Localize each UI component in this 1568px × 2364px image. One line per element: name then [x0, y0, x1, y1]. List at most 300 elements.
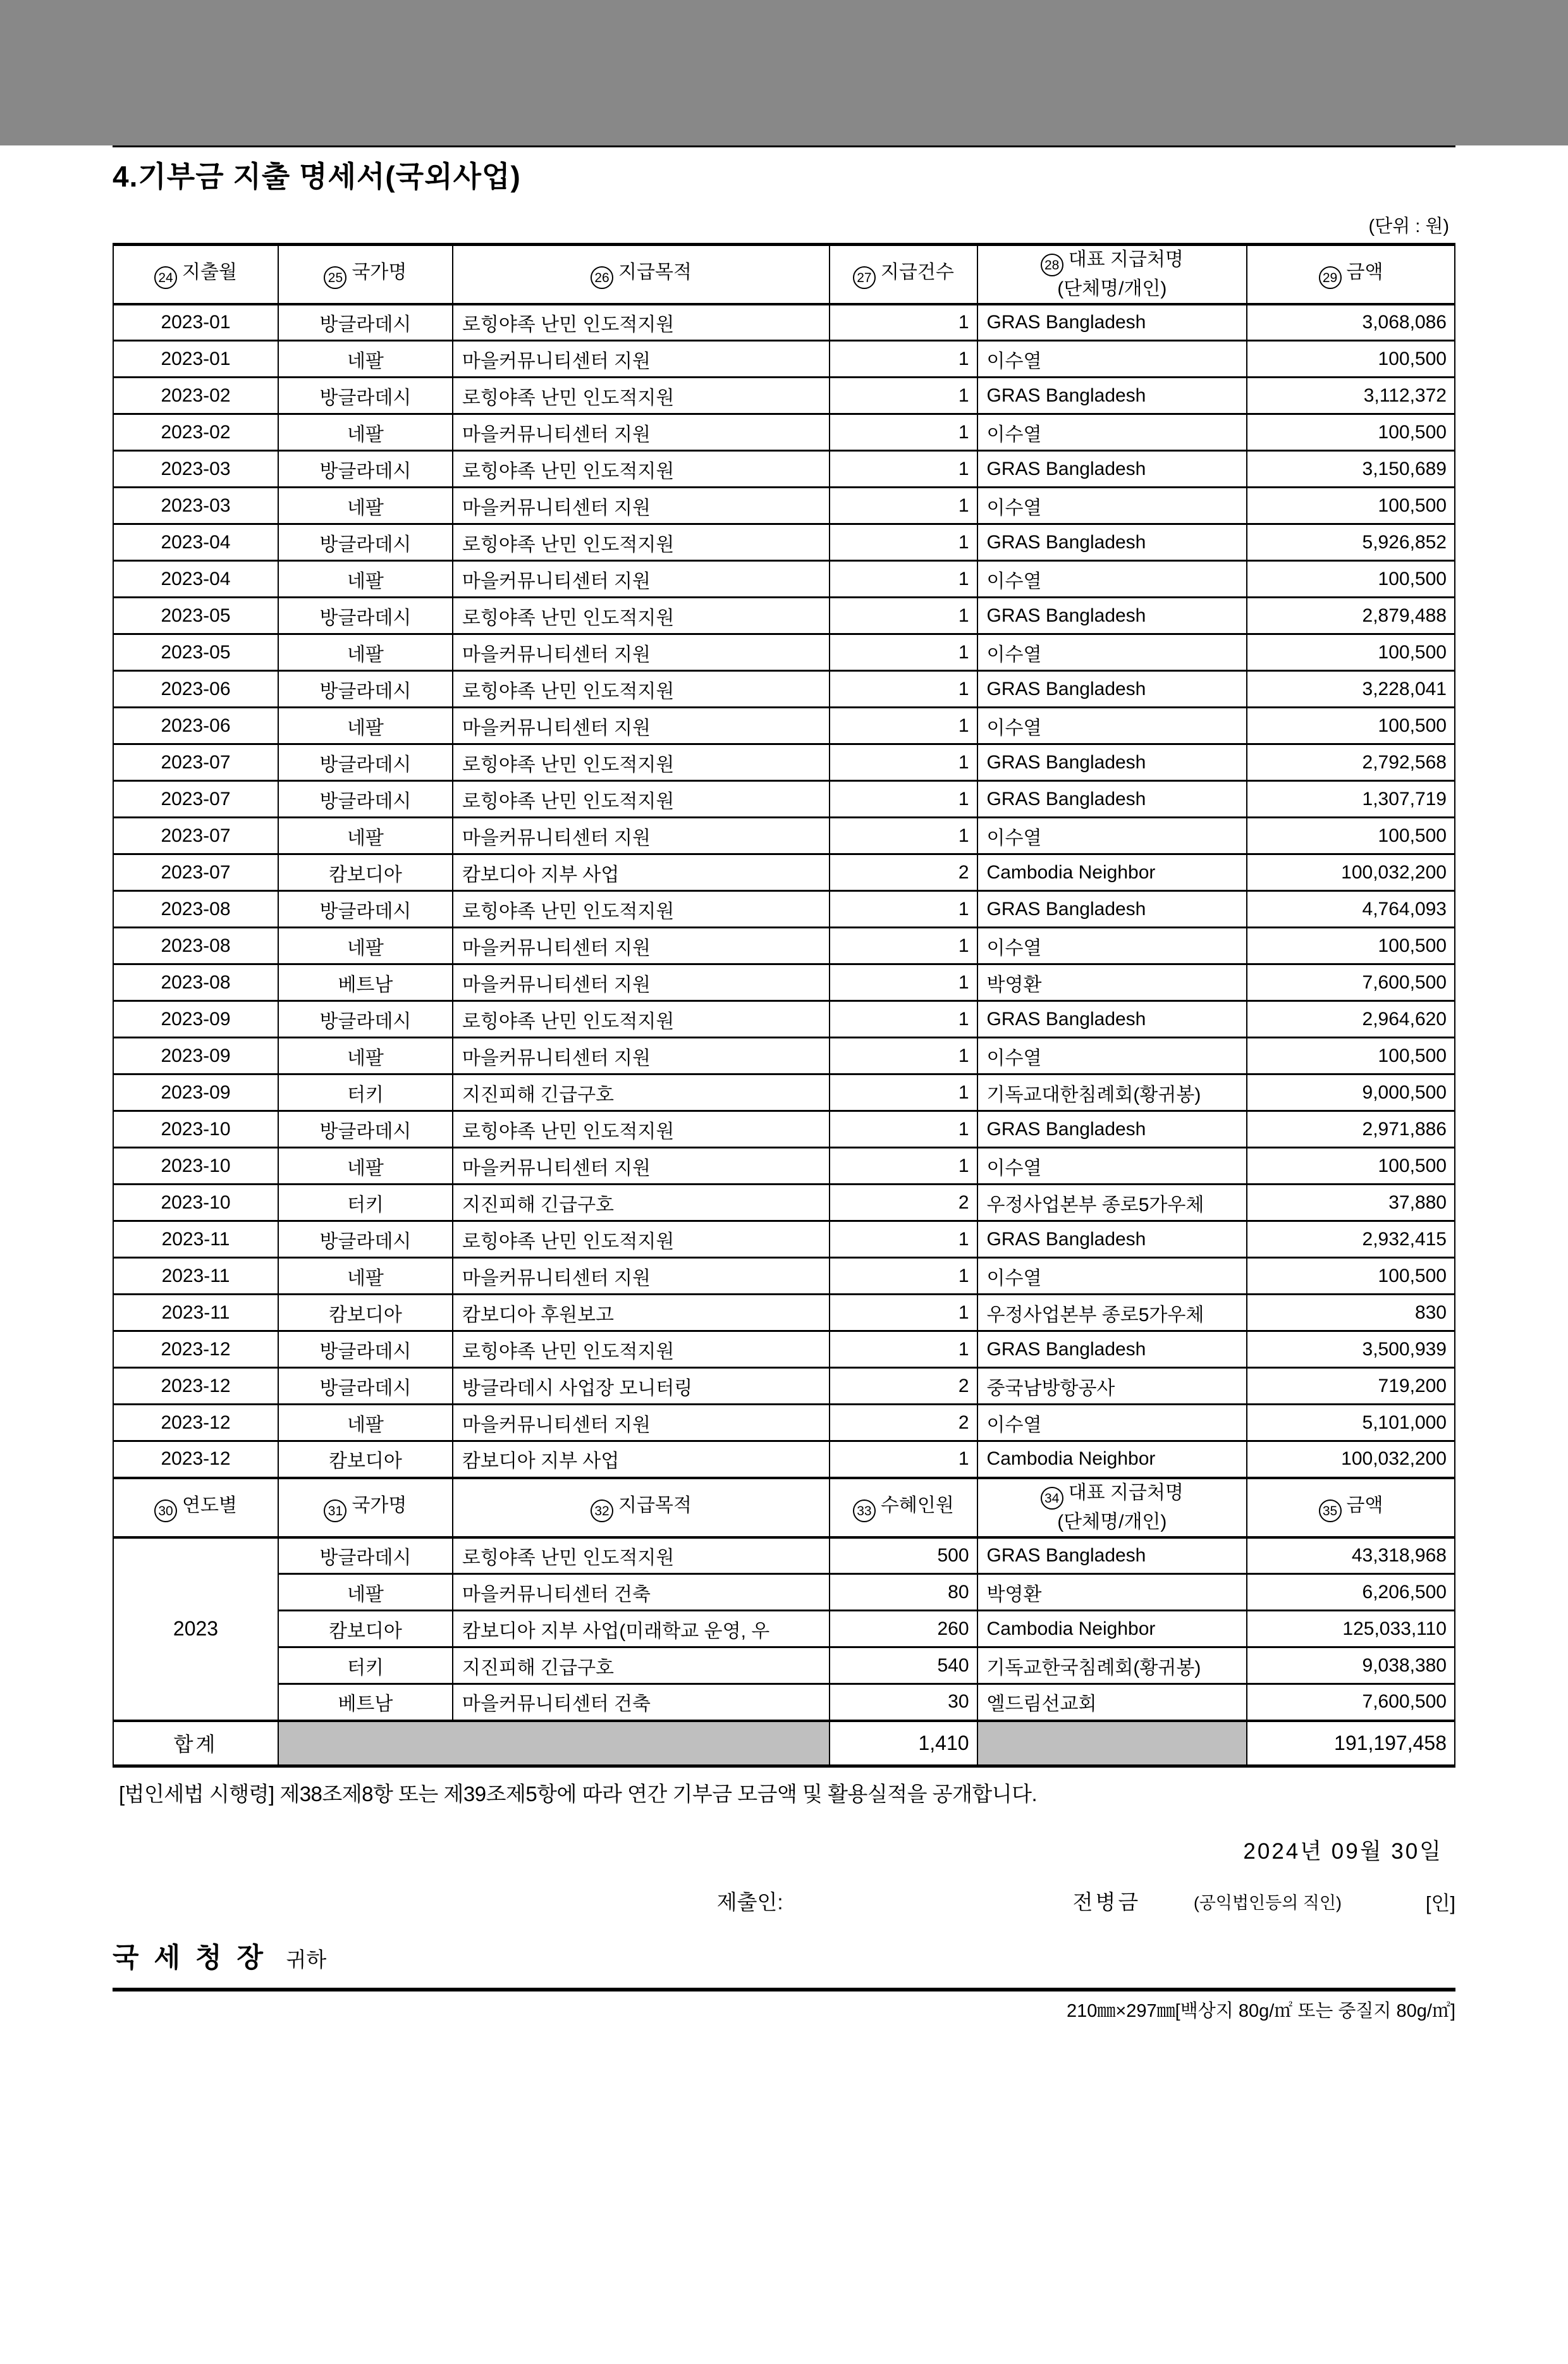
table-row — [113, 634, 1455, 671]
count-cell: 1 — [830, 451, 977, 488]
month-cell: 2023-09 — [113, 1001, 278, 1038]
payee-cell: GRAS Bangladesh — [977, 1111, 1247, 1148]
amount-cell: 719,200 — [1247, 1368, 1455, 1405]
month-cell: 2023-08 — [113, 964, 278, 1001]
total-shaded-cell — [278, 1721, 830, 1766]
beneficiaries-cell: 540 — [830, 1647, 977, 1684]
header-label: 국가명 — [352, 261, 407, 283]
purpose-cell: 로힝야족 난민 인도적지원 — [453, 671, 830, 708]
amount-cell: 100,500 — [1247, 414, 1455, 451]
amount-cell: 2,932,415 — [1247, 1221, 1455, 1258]
purpose-cell: 마을커뮤니티센터 지원 — [453, 1258, 830, 1295]
amount-cell: 2,964,620 — [1247, 1001, 1455, 1038]
amount-cell: 7,600,500 — [1247, 964, 1455, 1001]
month-cell: 2023-08 — [113, 891, 278, 928]
table-row — [113, 1405, 1455, 1441]
amount-cell: 3,068,086 — [1247, 304, 1455, 341]
purpose-cell: 마을커뮤니티센터 지원 — [453, 1148, 830, 1185]
amount-cell: 9,038,380 — [1247, 1647, 1455, 1684]
purpose-cell: 캄보디아 후원보고 — [453, 1295, 830, 1331]
amount-cell: 37,880 — [1247, 1185, 1455, 1221]
country-cell: 방글라데시 — [278, 1537, 453, 1574]
count-cell: 2 — [830, 1405, 977, 1441]
count-cell: 2 — [830, 1368, 977, 1405]
month-cell: 2023-06 — [113, 708, 278, 744]
payee-cell: GRAS Bangladesh — [977, 891, 1247, 928]
country-cell: 방글라데시 — [278, 891, 453, 928]
amount-cell: 100,500 — [1247, 341, 1455, 378]
purpose-cell: 로힝야족 난민 인도적지원 — [453, 1111, 830, 1148]
month-cell: 2023-10 — [113, 1185, 278, 1221]
header-label: 지급목적 — [618, 261, 692, 283]
purpose-cell: 지진피해 긴급구호 — [453, 1647, 830, 1684]
table-row — [113, 1111, 1455, 1148]
recipient-line — [113, 1936, 1455, 1975]
table-row — [113, 1574, 1455, 1611]
count-cell: 1 — [830, 414, 977, 451]
count-cell: 1 — [830, 1148, 977, 1185]
header-purpose — [453, 1478, 830, 1537]
page-title: 4.기부금 지출 명세서(국외사업) — [113, 160, 521, 193]
purpose-cell: 마을커뮤니티센터 지원 — [453, 708, 830, 744]
total-row — [113, 1721, 1455, 1766]
payee-cell: GRAS Bangladesh — [977, 1221, 1247, 1258]
seal-mark: [인] — [1425, 1892, 1455, 1914]
count-cell: 1 — [830, 1295, 977, 1331]
payee-cell: Cambodia Neighbor — [977, 1441, 1247, 1478]
table-row — [113, 378, 1455, 414]
month-cell: 2023-05 — [113, 634, 278, 671]
amount-cell: 125,033,110 — [1247, 1611, 1455, 1647]
purpose-cell: 로힝야족 난민 인도적지원 — [453, 524, 830, 561]
header-amount — [1247, 245, 1455, 304]
amount-cell: 3,112,372 — [1247, 378, 1455, 414]
table-row — [113, 1441, 1455, 1478]
country-cell: 방글라데시 — [278, 378, 453, 414]
amount-cell: 3,228,041 — [1247, 671, 1455, 708]
count-cell: 1 — [830, 524, 977, 561]
country-cell: 네팔 — [278, 1574, 453, 1611]
payee-cell: GRAS Bangladesh — [977, 378, 1247, 414]
month-cell: 2023-10 — [113, 1148, 278, 1185]
payee-cell: GRAS Bangladesh — [977, 524, 1247, 561]
table-row — [113, 1074, 1455, 1111]
yearly-header — [113, 1478, 1455, 1537]
purpose-cell: 마을커뮤니티센터 지원 — [453, 561, 830, 598]
country-cell: 네팔 — [278, 488, 453, 524]
purpose-cell: 로힝야족 난민 인도적지원 — [453, 1001, 830, 1038]
circled-number-icon: 25 — [324, 266, 346, 289]
amount-cell: 100,500 — [1247, 561, 1455, 598]
table-row — [113, 524, 1455, 561]
table-row — [113, 561, 1455, 598]
header-amount — [1247, 1478, 1455, 1537]
header-by-year — [113, 1478, 278, 1537]
purpose-cell: 지진피해 긴급구호 — [453, 1185, 830, 1221]
country-cell: 방글라데시 — [278, 304, 453, 341]
circled-number-icon: 31 — [324, 1499, 346, 1522]
amount-cell: 5,101,000 — [1247, 1405, 1455, 1441]
payee-cell: GRAS Bangladesh — [977, 1331, 1247, 1368]
circled-number-icon: 28 — [1041, 254, 1063, 276]
count-cell: 1 — [830, 378, 977, 414]
month-cell: 2023-02 — [113, 378, 278, 414]
recipient-title: 국 세 청 장 — [113, 1943, 267, 1973]
payee-cell: 우정사업본부 종로5가우체 — [977, 1185, 1247, 1221]
count-cell: 1 — [830, 304, 977, 341]
circled-number-icon: 32 — [591, 1499, 613, 1522]
table-row — [113, 744, 1455, 781]
circled-number-icon: 29 — [1319, 266, 1342, 289]
country-cell: 네팔 — [278, 928, 453, 964]
table-row — [113, 891, 1455, 928]
beneficiaries-cell: 80 — [830, 1574, 977, 1611]
amount-cell: 1,307,719 — [1247, 781, 1455, 818]
table-row — [113, 304, 1455, 341]
country-cell: 네팔 — [278, 1038, 453, 1074]
unit-label: (단위 : 원) — [1368, 216, 1449, 237]
month-cell: 2023-01 — [113, 341, 278, 378]
yearly-table-body — [113, 1537, 1455, 1721]
amount-cell: 3,150,689 — [1247, 451, 1455, 488]
table-row — [113, 781, 1455, 818]
count-cell: 1 — [830, 341, 977, 378]
count-cell: 1 — [830, 1441, 977, 1478]
month-cell: 2023-03 — [113, 488, 278, 524]
year-cell: 2023 — [113, 1537, 278, 1721]
count-cell: 1 — [830, 781, 977, 818]
payee-cell: 기독교한국침례회(황귀봉) — [977, 1647, 1247, 1684]
header-payment-count — [830, 245, 977, 304]
count-cell: 1 — [830, 1221, 977, 1258]
table-row — [113, 1258, 1455, 1295]
purpose-cell: 로힝야족 난민 인도적지원 — [453, 781, 830, 818]
header-purpose — [453, 245, 830, 304]
payee-cell: 이수열 — [977, 708, 1247, 744]
count-cell: 1 — [830, 1111, 977, 1148]
payee-cell: 이수열 — [977, 928, 1247, 964]
count-cell: 1 — [830, 1001, 977, 1038]
total-shaded-cell — [977, 1721, 1247, 1766]
count-cell: 1 — [830, 561, 977, 598]
header-payee-line2: (단체명/개인) — [1057, 278, 1167, 299]
purpose-cell: 로힝야족 난민 인도적지원 — [453, 1331, 830, 1368]
table-row — [113, 671, 1455, 708]
circled-number-icon: 27 — [853, 266, 876, 289]
circled-number-icon: 24 — [154, 266, 177, 289]
header-label: 대표 지급처명 — [1068, 249, 1184, 270]
circled-number-icon: 33 — [853, 1499, 876, 1522]
amount-cell: 2,879,488 — [1247, 598, 1455, 634]
payee-cell: 이수열 — [977, 341, 1247, 378]
payee-cell: GRAS Bangladesh — [977, 1537, 1247, 1574]
count-cell: 1 — [830, 891, 977, 928]
country-cell: 네팔 — [278, 341, 453, 378]
donation-expenditure-table — [113, 243, 1455, 1768]
country-cell: 방글라데시 — [278, 524, 453, 561]
country-cell: 방글라데시 — [278, 1331, 453, 1368]
document-page — [0, 145, 1568, 2364]
purpose-cell: 지진피해 긴급구호 — [453, 1074, 830, 1111]
country-cell: 네팔 — [278, 708, 453, 744]
amount-cell: 100,500 — [1247, 488, 1455, 524]
count-cell: 2 — [830, 1185, 977, 1221]
table-row — [113, 708, 1455, 744]
purpose-cell: 마을커뮤니티센터 지원 — [453, 1405, 830, 1441]
amount-cell: 100,500 — [1247, 1148, 1455, 1185]
table-row — [113, 964, 1455, 1001]
circled-number-icon: 30 — [154, 1499, 177, 1522]
seal-note: (공익법인등의 직인) — [1193, 1893, 1342, 1912]
report-date: 2024년 09월 30일 — [1243, 1839, 1443, 1864]
country-cell: 네팔 — [278, 1405, 453, 1441]
purpose-cell: 마을커뮤니티센터 건축 — [453, 1684, 830, 1721]
total-amount: 191,197,458 — [1247, 1721, 1455, 1766]
country-cell: 방글라데시 — [278, 451, 453, 488]
month-cell: 2023-01 — [113, 304, 278, 341]
header-label: 금액 — [1346, 1494, 1383, 1516]
purpose-cell: 마을커뮤니티센터 지원 — [453, 964, 830, 1001]
payee-cell: GRAS Bangladesh — [977, 781, 1247, 818]
purpose-cell: 마을커뮤니티센터 지원 — [453, 341, 830, 378]
header-label: 금액 — [1346, 261, 1383, 283]
header-label: 지급건수 — [880, 261, 954, 283]
table-row — [113, 414, 1455, 451]
month-cell: 2023-12 — [113, 1405, 278, 1441]
circled-number-icon: 34 — [1041, 1487, 1063, 1510]
purpose-cell: 마을커뮤니티센터 지원 — [453, 414, 830, 451]
count-cell: 1 — [830, 964, 977, 1001]
count-cell: 1 — [830, 671, 977, 708]
payee-cell: GRAS Bangladesh — [977, 451, 1247, 488]
month-cell: 2023-12 — [113, 1441, 278, 1478]
top-divider — [113, 145, 1455, 147]
payee-cell: GRAS Bangladesh — [977, 598, 1247, 634]
circled-number-icon: 35 — [1319, 1499, 1342, 1522]
purpose-cell: 로힝야족 난민 인도적지원 — [453, 891, 830, 928]
month-cell: 2023-09 — [113, 1074, 278, 1111]
table-row — [113, 928, 1455, 964]
table-row — [113, 598, 1455, 634]
table-row — [113, 1331, 1455, 1368]
payee-cell: 우정사업본부 종로5가우체 — [977, 1295, 1247, 1331]
country-cell: 네팔 — [278, 1148, 453, 1185]
month-cell: 2023-12 — [113, 1368, 278, 1405]
table-row — [113, 1611, 1455, 1647]
table-row — [113, 1038, 1455, 1074]
amount-cell: 2,971,886 — [1247, 1111, 1455, 1148]
circled-number-icon: 26 — [591, 266, 613, 289]
payee-cell: Cambodia Neighbor — [977, 854, 1247, 891]
header-label: 지급목적 — [618, 1494, 692, 1516]
table-row — [113, 1537, 1455, 1574]
count-cell: 1 — [830, 1038, 977, 1074]
country-cell: 방글라데시 — [278, 598, 453, 634]
purpose-cell: 마을커뮤니티센터 지원 — [453, 928, 830, 964]
month-cell: 2023-12 — [113, 1331, 278, 1368]
header-label: 수혜인원 — [880, 1494, 954, 1516]
purpose-cell: 캄보디아 지부 사업 — [453, 1441, 830, 1478]
payee-cell: 이수열 — [977, 1148, 1247, 1185]
table-row — [113, 451, 1455, 488]
purpose-cell: 마을커뮤니티센터 지원 — [453, 818, 830, 854]
table-row — [113, 1295, 1455, 1331]
purpose-cell: 로힝야족 난민 인도적지원 — [453, 1221, 830, 1258]
table-row — [113, 1221, 1455, 1258]
header-label: 지출월 — [182, 261, 237, 283]
amount-cell: 3,500,939 — [1247, 1331, 1455, 1368]
count-cell: 1 — [830, 708, 977, 744]
purpose-cell: 로힝야족 난민 인도적지원 — [453, 451, 830, 488]
month-cell: 2023-06 — [113, 671, 278, 708]
country-cell: 캄보디아 — [278, 1611, 453, 1647]
header-payee-line2: (단체명/개인) — [1057, 1511, 1167, 1532]
purpose-cell: 마을커뮤니티센터 건축 — [453, 1574, 830, 1611]
purpose-cell: 캄보디아 지부 사업(미래학교 운영, 우 — [453, 1611, 830, 1647]
payee-cell: 박영환 — [977, 1574, 1247, 1611]
payee-cell: 기독교대한침례회(황귀봉) — [977, 1074, 1247, 1111]
header-label: 대표 지급처명 — [1068, 1482, 1184, 1503]
payee-cell: 박영환 — [977, 964, 1247, 1001]
payee-cell: 이수열 — [977, 488, 1247, 524]
payee-cell: GRAS Bangladesh — [977, 671, 1247, 708]
amount-cell: 100,500 — [1247, 1038, 1455, 1074]
month-cell: 2023-07 — [113, 854, 278, 891]
amount-cell: 5,926,852 — [1247, 524, 1455, 561]
purpose-cell: 마을커뮤니티센터 지원 — [453, 634, 830, 671]
count-cell: 1 — [830, 1074, 977, 1111]
purpose-cell: 방글라데시 사업장 모니터링 — [453, 1368, 830, 1405]
submitter-line — [113, 1886, 1455, 1920]
total-section — [113, 1721, 1455, 1766]
purpose-cell: 캄보디아 지부 사업 — [453, 854, 830, 891]
country-cell: 네팔 — [278, 818, 453, 854]
header-country — [278, 1478, 453, 1537]
header-label: 연도별 — [182, 1494, 237, 1516]
country-cell: 터키 — [278, 1647, 453, 1684]
submitter-label: 제출인: — [716, 1890, 783, 1914]
country-cell: 캄보디아 — [278, 1441, 453, 1478]
count-cell: 1 — [830, 488, 977, 524]
country-cell: 베트남 — [278, 1684, 453, 1721]
amount-cell: 9,000,500 — [1247, 1074, 1455, 1111]
amount-cell: 100,500 — [1247, 928, 1455, 964]
country-cell: 방글라데시 — [278, 1111, 453, 1148]
table-row — [113, 1148, 1455, 1185]
amount-cell: 100,500 — [1247, 634, 1455, 671]
bottom-divider — [113, 1988, 1455, 1992]
recipient-suffix: 귀하 — [286, 1948, 327, 1971]
payee-cell: GRAS Bangladesh — [977, 744, 1247, 781]
payee-cell: Cambodia Neighbor — [977, 1611, 1247, 1647]
payee-cell: GRAS Bangladesh — [977, 304, 1247, 341]
amount-cell: 100,032,200 — [1247, 854, 1455, 891]
purpose-cell: 로힝야족 난민 인도적지원 — [453, 598, 830, 634]
amount-cell: 100,500 — [1247, 1258, 1455, 1295]
country-cell: 네팔 — [278, 634, 453, 671]
country-cell: 네팔 — [278, 561, 453, 598]
table-row — [113, 1001, 1455, 1038]
country-cell: 방글라데시 — [278, 1368, 453, 1405]
submitter-name: 전병금 — [1072, 1890, 1141, 1914]
amount-cell: 100,500 — [1247, 708, 1455, 744]
month-cell: 2023-11 — [113, 1295, 278, 1331]
count-cell: 2 — [830, 854, 977, 891]
purpose-cell: 마을커뮤니티센터 지원 — [453, 1038, 830, 1074]
month-cell: 2023-04 — [113, 524, 278, 561]
header-expense-month — [113, 245, 278, 304]
monthly-header-row — [113, 245, 1455, 304]
month-cell: 2023-09 — [113, 1038, 278, 1074]
total-beneficiaries: 1,410 — [830, 1721, 977, 1766]
beneficiaries-cell: 500 — [830, 1537, 977, 1574]
month-cell: 2023-07 — [113, 818, 278, 854]
table-row — [113, 1185, 1455, 1221]
payee-cell: 이수열 — [977, 634, 1247, 671]
country-cell: 베트남 — [278, 964, 453, 1001]
table-row — [113, 854, 1455, 891]
header-label: 국가명 — [352, 1494, 407, 1516]
month-cell: 2023-02 — [113, 414, 278, 451]
country-cell: 네팔 — [278, 1258, 453, 1295]
count-cell: 1 — [830, 818, 977, 854]
month-cell: 2023-03 — [113, 451, 278, 488]
month-cell: 2023-07 — [113, 781, 278, 818]
payee-cell: 중국남방항공사 — [977, 1368, 1247, 1405]
purpose-cell: 로힝야족 난민 인도적지원 — [453, 1537, 830, 1574]
count-cell: 1 — [830, 1331, 977, 1368]
amount-cell: 830 — [1247, 1295, 1455, 1331]
count-cell: 1 — [830, 744, 977, 781]
country-cell: 방글라데시 — [278, 1221, 453, 1258]
count-cell: 1 — [830, 1258, 977, 1295]
month-cell: 2023-11 — [113, 1258, 278, 1295]
payee-cell: 이수열 — [977, 414, 1247, 451]
amount-cell: 6,206,500 — [1247, 1574, 1455, 1611]
payee-cell: 이수열 — [977, 1038, 1247, 1074]
header-country — [278, 245, 453, 304]
table-row — [113, 818, 1455, 854]
amount-cell: 2,792,568 — [1247, 744, 1455, 781]
payee-cell: GRAS Bangladesh — [977, 1001, 1247, 1038]
count-cell: 1 — [830, 928, 977, 964]
purpose-cell: 로힝야족 난민 인도적지원 — [453, 744, 830, 781]
payee-cell: 이수열 — [977, 818, 1247, 854]
purpose-cell: 마을커뮤니티센터 지원 — [453, 488, 830, 524]
header-payee-line1 — [978, 247, 1247, 276]
country-cell: 캄보디아 — [278, 854, 453, 891]
month-cell: 2023-08 — [113, 928, 278, 964]
country-cell: 방글라데시 — [278, 671, 453, 708]
count-cell: 1 — [830, 598, 977, 634]
count-cell: 1 — [830, 634, 977, 671]
month-cell: 2023-05 — [113, 598, 278, 634]
beneficiaries-cell: 30 — [830, 1684, 977, 1721]
country-cell: 방글라데시 — [278, 781, 453, 818]
month-cell: 2023-04 — [113, 561, 278, 598]
header-payee-line1 — [978, 1481, 1247, 1510]
purpose-cell: 로힝야족 난민 인도적지원 — [453, 378, 830, 414]
country-cell: 방글라데시 — [278, 1001, 453, 1038]
payee-cell: 엘드림선교회 — [977, 1684, 1247, 1721]
total-label: 합계 — [113, 1721, 278, 1766]
payee-cell: 이수열 — [977, 561, 1247, 598]
purpose-cell: 로힝야족 난민 인도적지원 — [453, 304, 830, 341]
table-row — [113, 488, 1455, 524]
amount-cell: 100,500 — [1247, 818, 1455, 854]
country-cell: 방글라데시 — [278, 744, 453, 781]
country-cell: 캄보디아 — [278, 1295, 453, 1331]
